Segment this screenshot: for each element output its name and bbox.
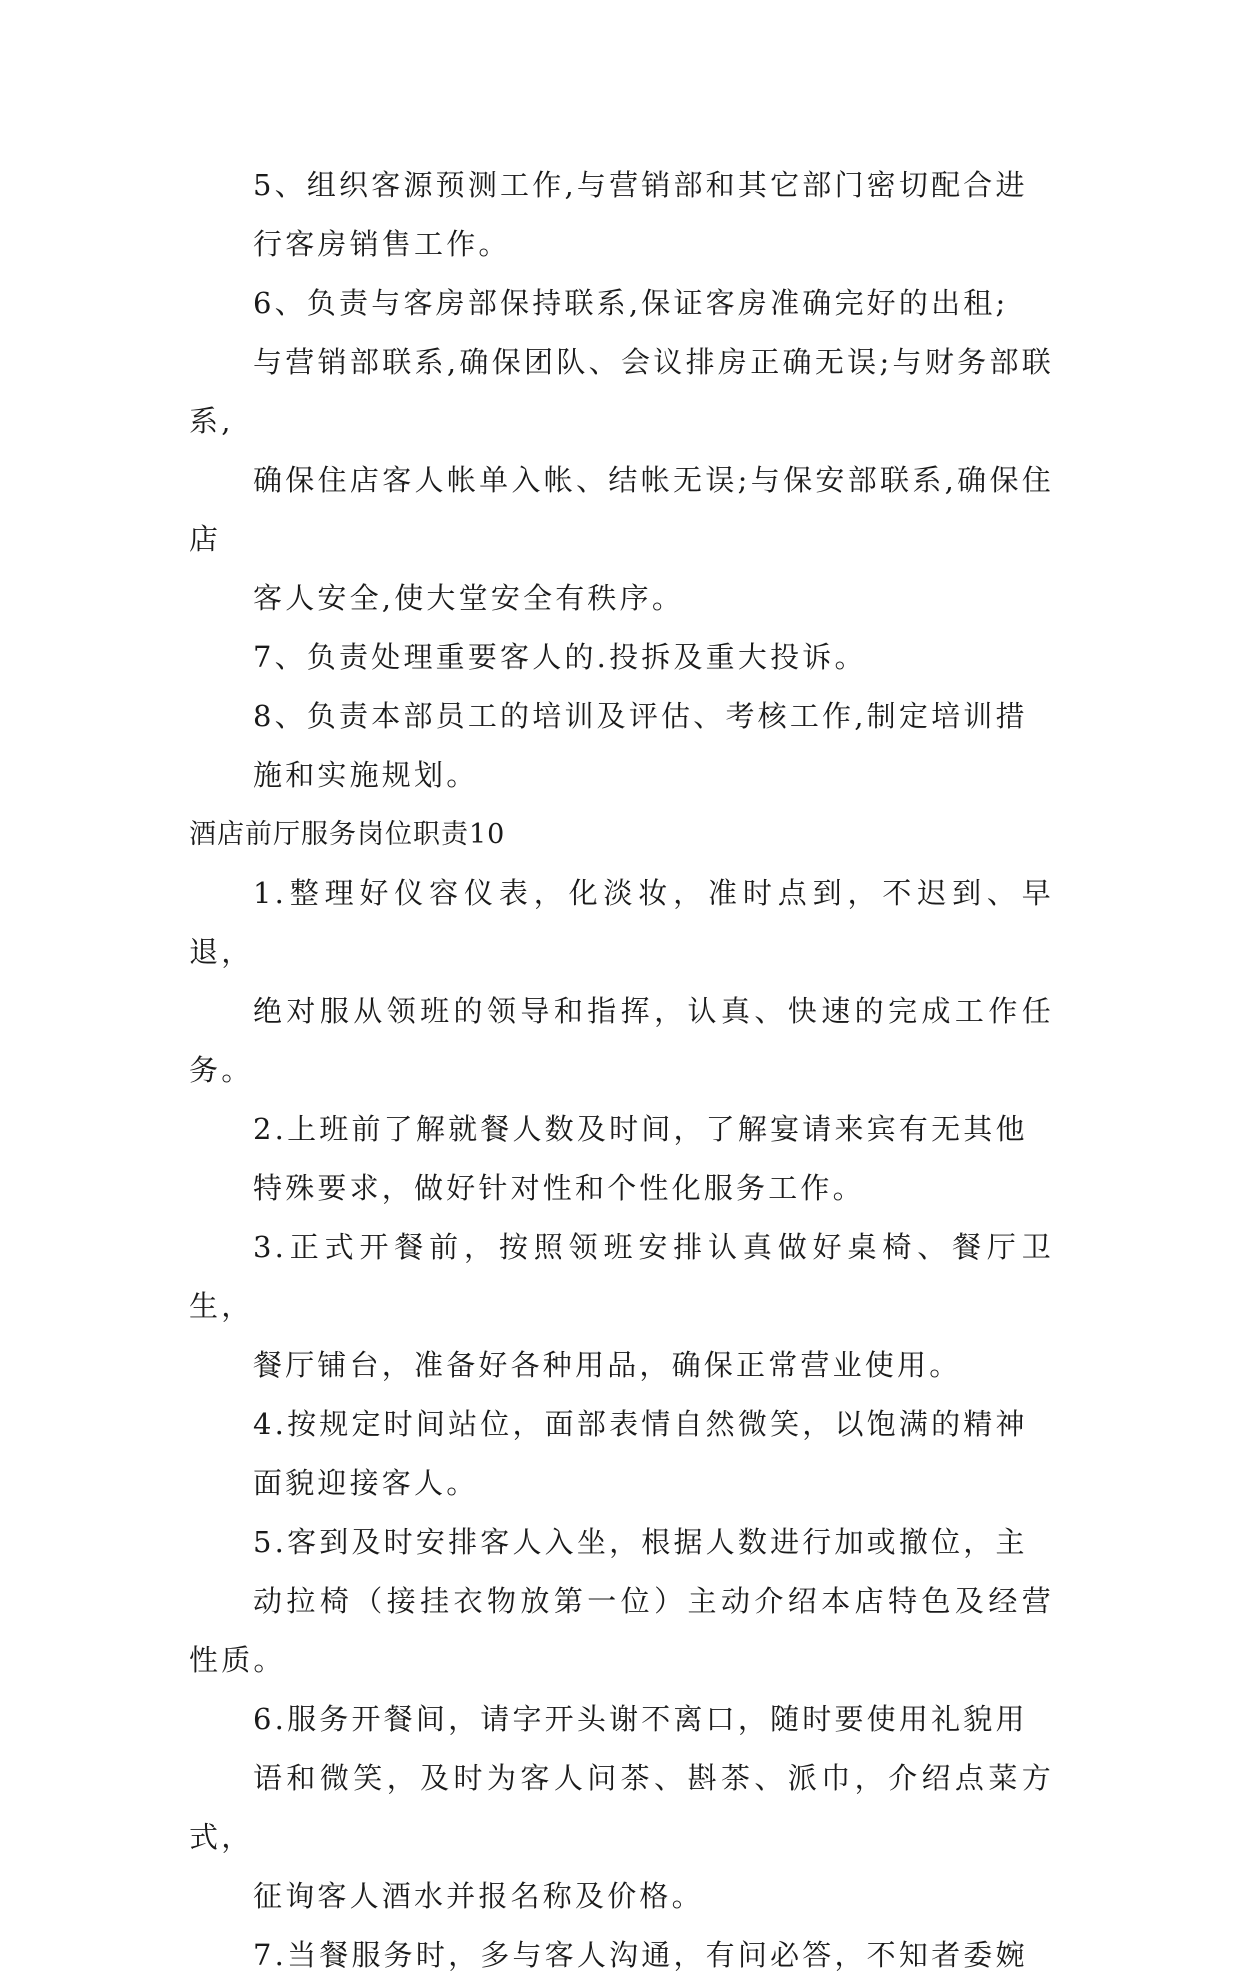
- text-line: 2.上班前了解就餐人数及时间，了解宴请来宾有无其他: [253, 1112, 1028, 1146]
- paragraph-item-5: [189, 156, 1054, 274]
- text-line: 5、组织客源预测工作,与营销部和其它部门密切配合进: [253, 168, 1028, 202]
- paragraph-duty-6: [189, 1690, 1054, 1926]
- text-line: 面貌迎接客人。: [253, 1466, 479, 1500]
- text-line: 施和实施规划。: [253, 758, 479, 792]
- text-line: 客人安全,使大堂安全有秩序。: [253, 581, 685, 615]
- text-line: 行客房销售工作。: [253, 227, 511, 261]
- text-line: 1.整理好仪容仪表，化淡妆，准时点到，不迟到、早退，: [189, 876, 1054, 969]
- paragraph-duty-3: [189, 1218, 1054, 1395]
- paragraph-item-6: [189, 274, 1054, 628]
- text-line: 8、负责本部员工的培训及评估、考核工作,制定培训措: [253, 699, 1028, 733]
- text-line: 7.当餐服务时，多与客人沟通，有问必答，不知者委婉: [253, 1938, 1028, 1972]
- section-heading: [189, 805, 1054, 864]
- heading-text: 酒店前厅服务岗位职责10: [189, 819, 506, 850]
- paragraph-duty-1: [189, 864, 1054, 1100]
- text-line: 5.客到及时安排客人入坐，根据人数进行加或撤位，主: [253, 1525, 1028, 1559]
- text-line: 特殊要求，做好针对性和个性化服务工作。: [253, 1171, 865, 1205]
- text-line: 餐厅铺台，准备好各种用品，确保正常营业使用。: [253, 1348, 962, 1382]
- text-line: 动拉椅（接挂衣物放第一位）主动介绍本店特色及经营性质。: [189, 1584, 1054, 1677]
- paragraph-item-7: [189, 628, 1054, 687]
- paragraph-item-8: [189, 687, 1054, 805]
- text-line: 与营销部联系,确保团队、会议排房正确无误;与财务部联系,: [189, 345, 1054, 438]
- text-line: 4.按规定时间站位，面部表情自然微笑，以饱满的精神: [253, 1407, 1028, 1441]
- paragraph-duty-4: [189, 1395, 1054, 1513]
- paragraph-duty-5: [189, 1513, 1054, 1690]
- paragraph-duty-7: [189, 1926, 1054, 1985]
- text-line: 7、负责处理重要客人的.投拆及重大投诉。: [253, 640, 867, 674]
- text-line: 6、负责与客房部保持联系,保证客房准确完好的出租;: [253, 286, 1009, 320]
- text-line: 征询客人酒水并报名称及价格。: [253, 1879, 704, 1913]
- document-body: [189, 156, 1054, 1985]
- text-line: 绝对服从领班的领导和指挥，认真、快速的完成工作任务。: [189, 994, 1054, 1087]
- text-line: 确保住店客人帐单入帐、结帐无误;与保安部联系,确保住店: [189, 463, 1054, 556]
- paragraph-duty-2: [189, 1100, 1054, 1218]
- text-line: 6.服务开餐间，请字开头谢不离口，随时要使用礼貌用: [253, 1702, 1028, 1736]
- text-line: 语和微笑，及时为客人问茶、斟茶、派巾，介绍点菜方式，: [189, 1761, 1054, 1854]
- text-line: 3.正式开餐前，按照领班安排认真做好桌椅、餐厅卫生，: [189, 1230, 1054, 1323]
